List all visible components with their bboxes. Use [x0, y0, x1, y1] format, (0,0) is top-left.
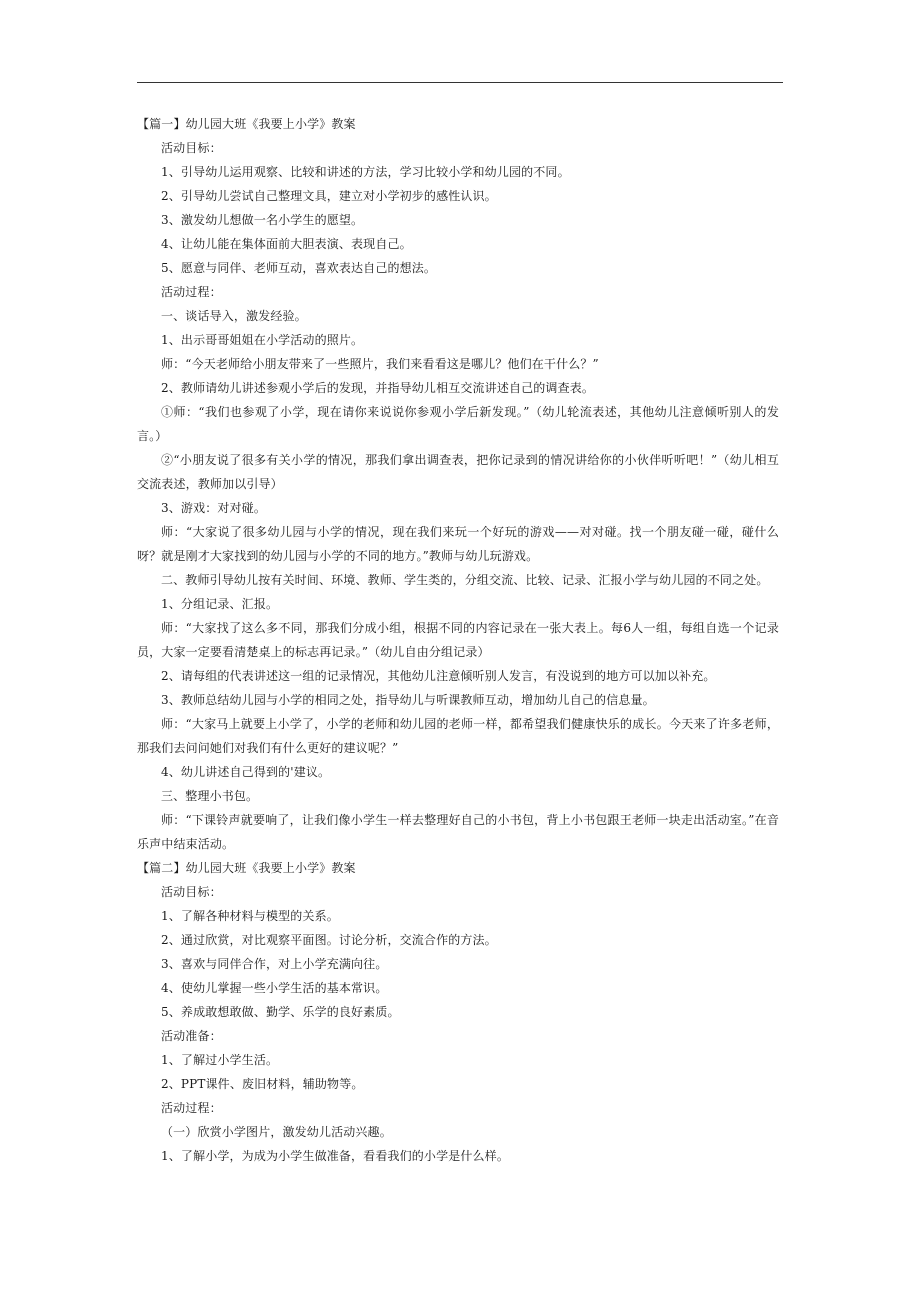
paragraph: 活动过程：: [161, 1101, 222, 1115]
paragraph: 活动目标：: [161, 141, 222, 155]
paragraph: 师：“大家马上就要上小学了，小学的老师和幼儿园的老师一样，都希望我们健康快乐的成长。今天来了许多老师，那我们去问问她们对我们有什么更好的建议呢？”: [137, 717, 779, 755]
paragraph: 5、养成敢想敢做、勤学、乐学的良好素质。: [161, 1005, 400, 1019]
paragraph: 活动过程：: [161, 285, 222, 299]
paragraph: 1、分组记录、汇报。: [161, 597, 279, 611]
paragraph: 活动目标：: [161, 885, 222, 899]
paragraph: 师：“大家说了很多幼儿园与小学的情况，现在我们来玩一个好玩的游戏——对对碰。找一个朋友碰一碰，碰什么呀？就是刚才大家找到的幼儿园与小学的不同的地方。”教师与幼儿玩游戏。: [137, 525, 779, 563]
paragraph: 2、引导幼儿尝试自己整理文具，建立对小学初步的感性认识。: [161, 189, 497, 203]
paragraph: 1、出示哥哥姐姐在小学活动的照片。: [161, 333, 364, 347]
paragraph: ②“小朋友说了很多有关小学的情况，那我们拿出调查表，把你记录到的情况讲给你的小伙伴听听吧！”（幼儿相互交流表述，教师加以引导）: [137, 453, 779, 491]
document-body: [137, 112, 785, 1168]
paragraph: 4、让幼儿能在集体面前大胆表演、表现自己。: [161, 237, 412, 251]
paragraph: 3、游戏：对对碰。: [161, 501, 266, 515]
paragraph: 3、教师总结幼儿园与小学的相同之处，指导幼儿与听课教师互动，增加幼儿自己的信息量。: [161, 693, 655, 707]
section-heading: 【篇二】幼儿园大班《我要上小学》教案: [137, 861, 356, 875]
paragraph: 3、喜欢与同伴合作，对上小学充满向往。: [161, 957, 388, 971]
paragraph: 2、教师请幼儿讲述参观小学后的发现，并指导幼儿相互交流讲述自己的调查表。: [161, 381, 595, 395]
paragraph: 2、通过欣赏，对比观察平面图。讨论分析，交流合作的方法。: [161, 933, 497, 947]
paragraph: 1、了解小学，为成为小学生做准备，看看我们的小学是什么样。: [161, 1149, 509, 1163]
paragraph: 1、了解过小学生活。: [161, 1053, 279, 1067]
paragraph: 3、激发幼儿想做一名小学生的愿望。: [161, 213, 364, 227]
paragraph: 4、使幼儿掌握一些小学生活的基本常识。: [161, 981, 388, 995]
paragraph: 一、谈话导入，激发经验。: [161, 309, 307, 323]
paragraph: 1、了解各种材料与模型的关系。: [161, 909, 339, 923]
section-heading: 【篇一】幼儿园大班《我要上小学》教案: [137, 117, 356, 131]
paragraph: 三、整理小书包。: [161, 789, 259, 803]
paragraph: 二、教师引导幼儿按有关时间、环境、教师、学生类的，分组交流、比较、记录、汇报小学与幼儿园的不同之处。: [161, 573, 769, 587]
paragraph: 师：“今天老师给小朋友带来了一些照片，我们来看看这是哪儿？他们在干什么？”: [161, 357, 599, 371]
header-rule: [137, 82, 783, 83]
paragraph: （一）欣赏小学图片，激发幼儿活动兴趣。: [161, 1125, 392, 1139]
paragraph: 4、幼儿讲述自己得到的'建议。: [161, 765, 331, 779]
paragraph: 师：“下课铃声就要响了，让我们像小学生一样去整理好自己的小书包，背上小书包跟王老师一块走出活动室。”在音乐声中结束活动。: [137, 813, 779, 851]
paragraph: 2、PPT课件、废旧材料，辅助物等。: [161, 1077, 364, 1091]
paragraph: 2、请每组的代表讲述这一组的记录情况，其他幼儿注意倾听别人发言，有没说到的地方可以加以补充。: [161, 669, 716, 683]
paragraph: 活动准备：: [161, 1029, 222, 1043]
paragraph: 5、愿意与同伴、老师互动，喜欢表达自己的想法。: [161, 261, 437, 275]
paragraph: ①师：“我们也参观了小学，现在请你来说说你参观小学后新发现。”（幼儿轮流表述，其他幼儿注意倾听别人的发言。）: [137, 405, 779, 443]
paragraph: 1、引导幼儿运用观察、比较和讲述的方法，学习比较小学和幼儿园的不同。: [161, 165, 570, 179]
paragraph: 师：“大家找了这么多不同，那我们分成小组，根据不同的内容记录在一张大表上。每6人一组，每组自选一个记录员，大家一定要看清楚桌上的标志再记录。”（幼儿自由分组记录）: [137, 621, 779, 659]
